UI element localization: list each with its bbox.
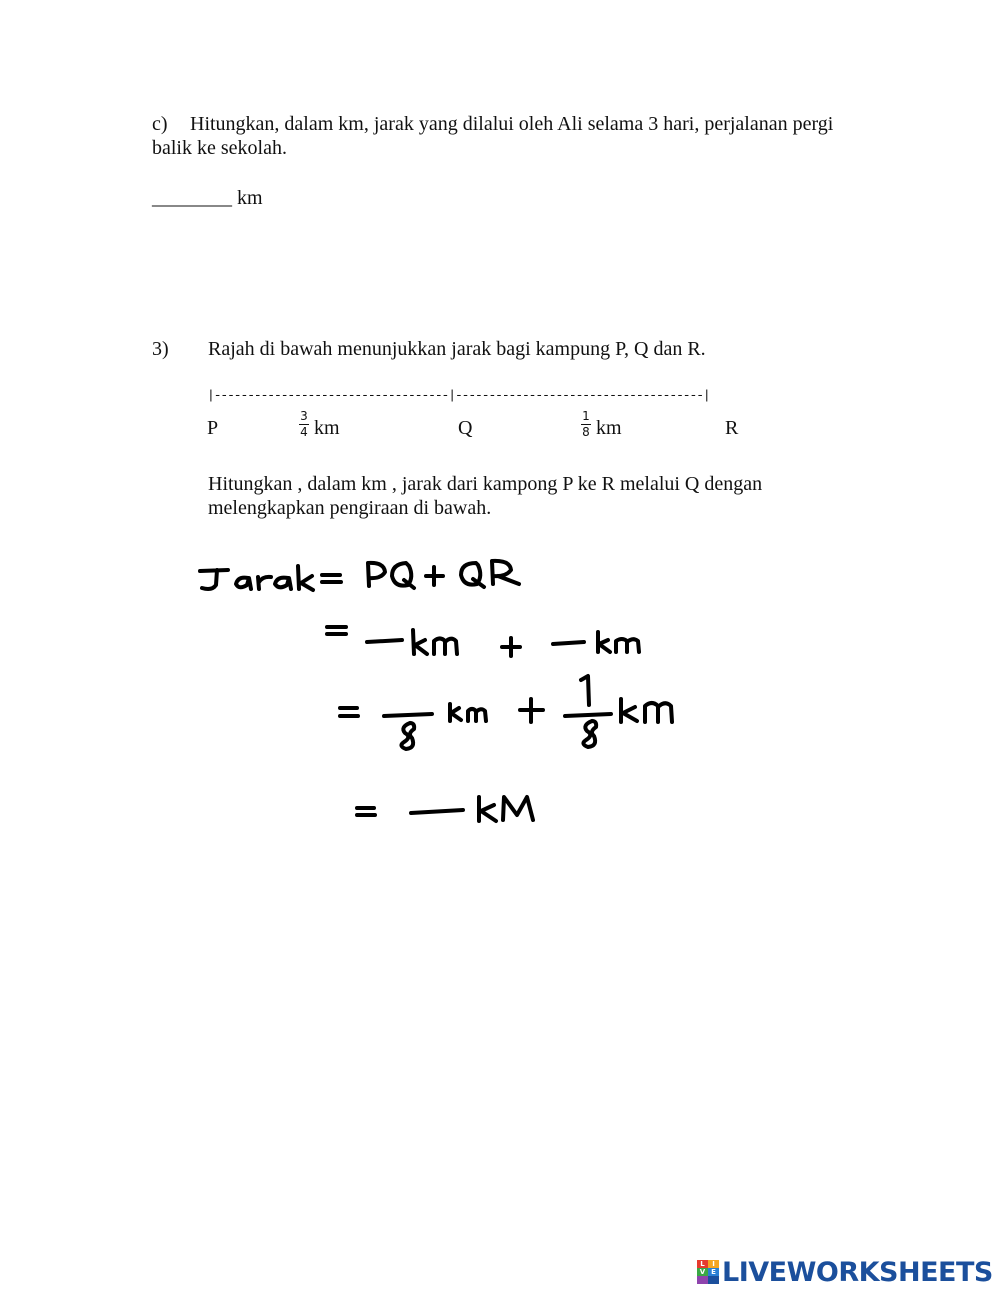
handwriting-line-1 <box>200 561 519 590</box>
qr-denominator: 8 <box>582 425 590 439</box>
qr-numerator: 1 <box>582 409 590 423</box>
question-3-text: Rajah di bawah menunjukkan jarak bagi kampung P, Q dan R. <box>208 338 706 360</box>
point-r: R <box>725 417 739 439</box>
distance-line: |-----------------------------------|-------------------------------------| <box>207 388 710 403</box>
pq-unit: km <box>314 417 340 439</box>
liveworksheets-logo <box>697 1254 993 1290</box>
pq-denominator: 4 <box>300 425 308 439</box>
logo-text: LIVEWORKSHEETS <box>722 1256 993 1288</box>
logo-icon: L I V E <box>697 1260 719 1284</box>
handwriting-line-3 <box>340 676 672 749</box>
point-q: Q <box>458 417 473 439</box>
question-3-number: 3) <box>152 338 169 360</box>
point-p: P <box>207 417 219 439</box>
qr-unit: km <box>596 417 622 439</box>
handwriting-line-2 <box>327 627 639 656</box>
handwriting-line-4 <box>357 797 533 821</box>
pq-numerator: 3 <box>300 409 308 423</box>
question-c-text: Hitungkan, dalam km, jarak yang dilalui oleh Ali selama 3 hari, perjalanan pergi balik ke sekolah. <box>152 113 834 159</box>
question-c-label: c) <box>152 113 168 135</box>
answer-blank-c[interactable]: ________ km <box>152 187 263 209</box>
question-3-instruction: Hitungkan , dalam km , jarak dari kampong P ke R melalui Q dengan melengkapkan pengiraan di bawah. <box>208 473 763 519</box>
